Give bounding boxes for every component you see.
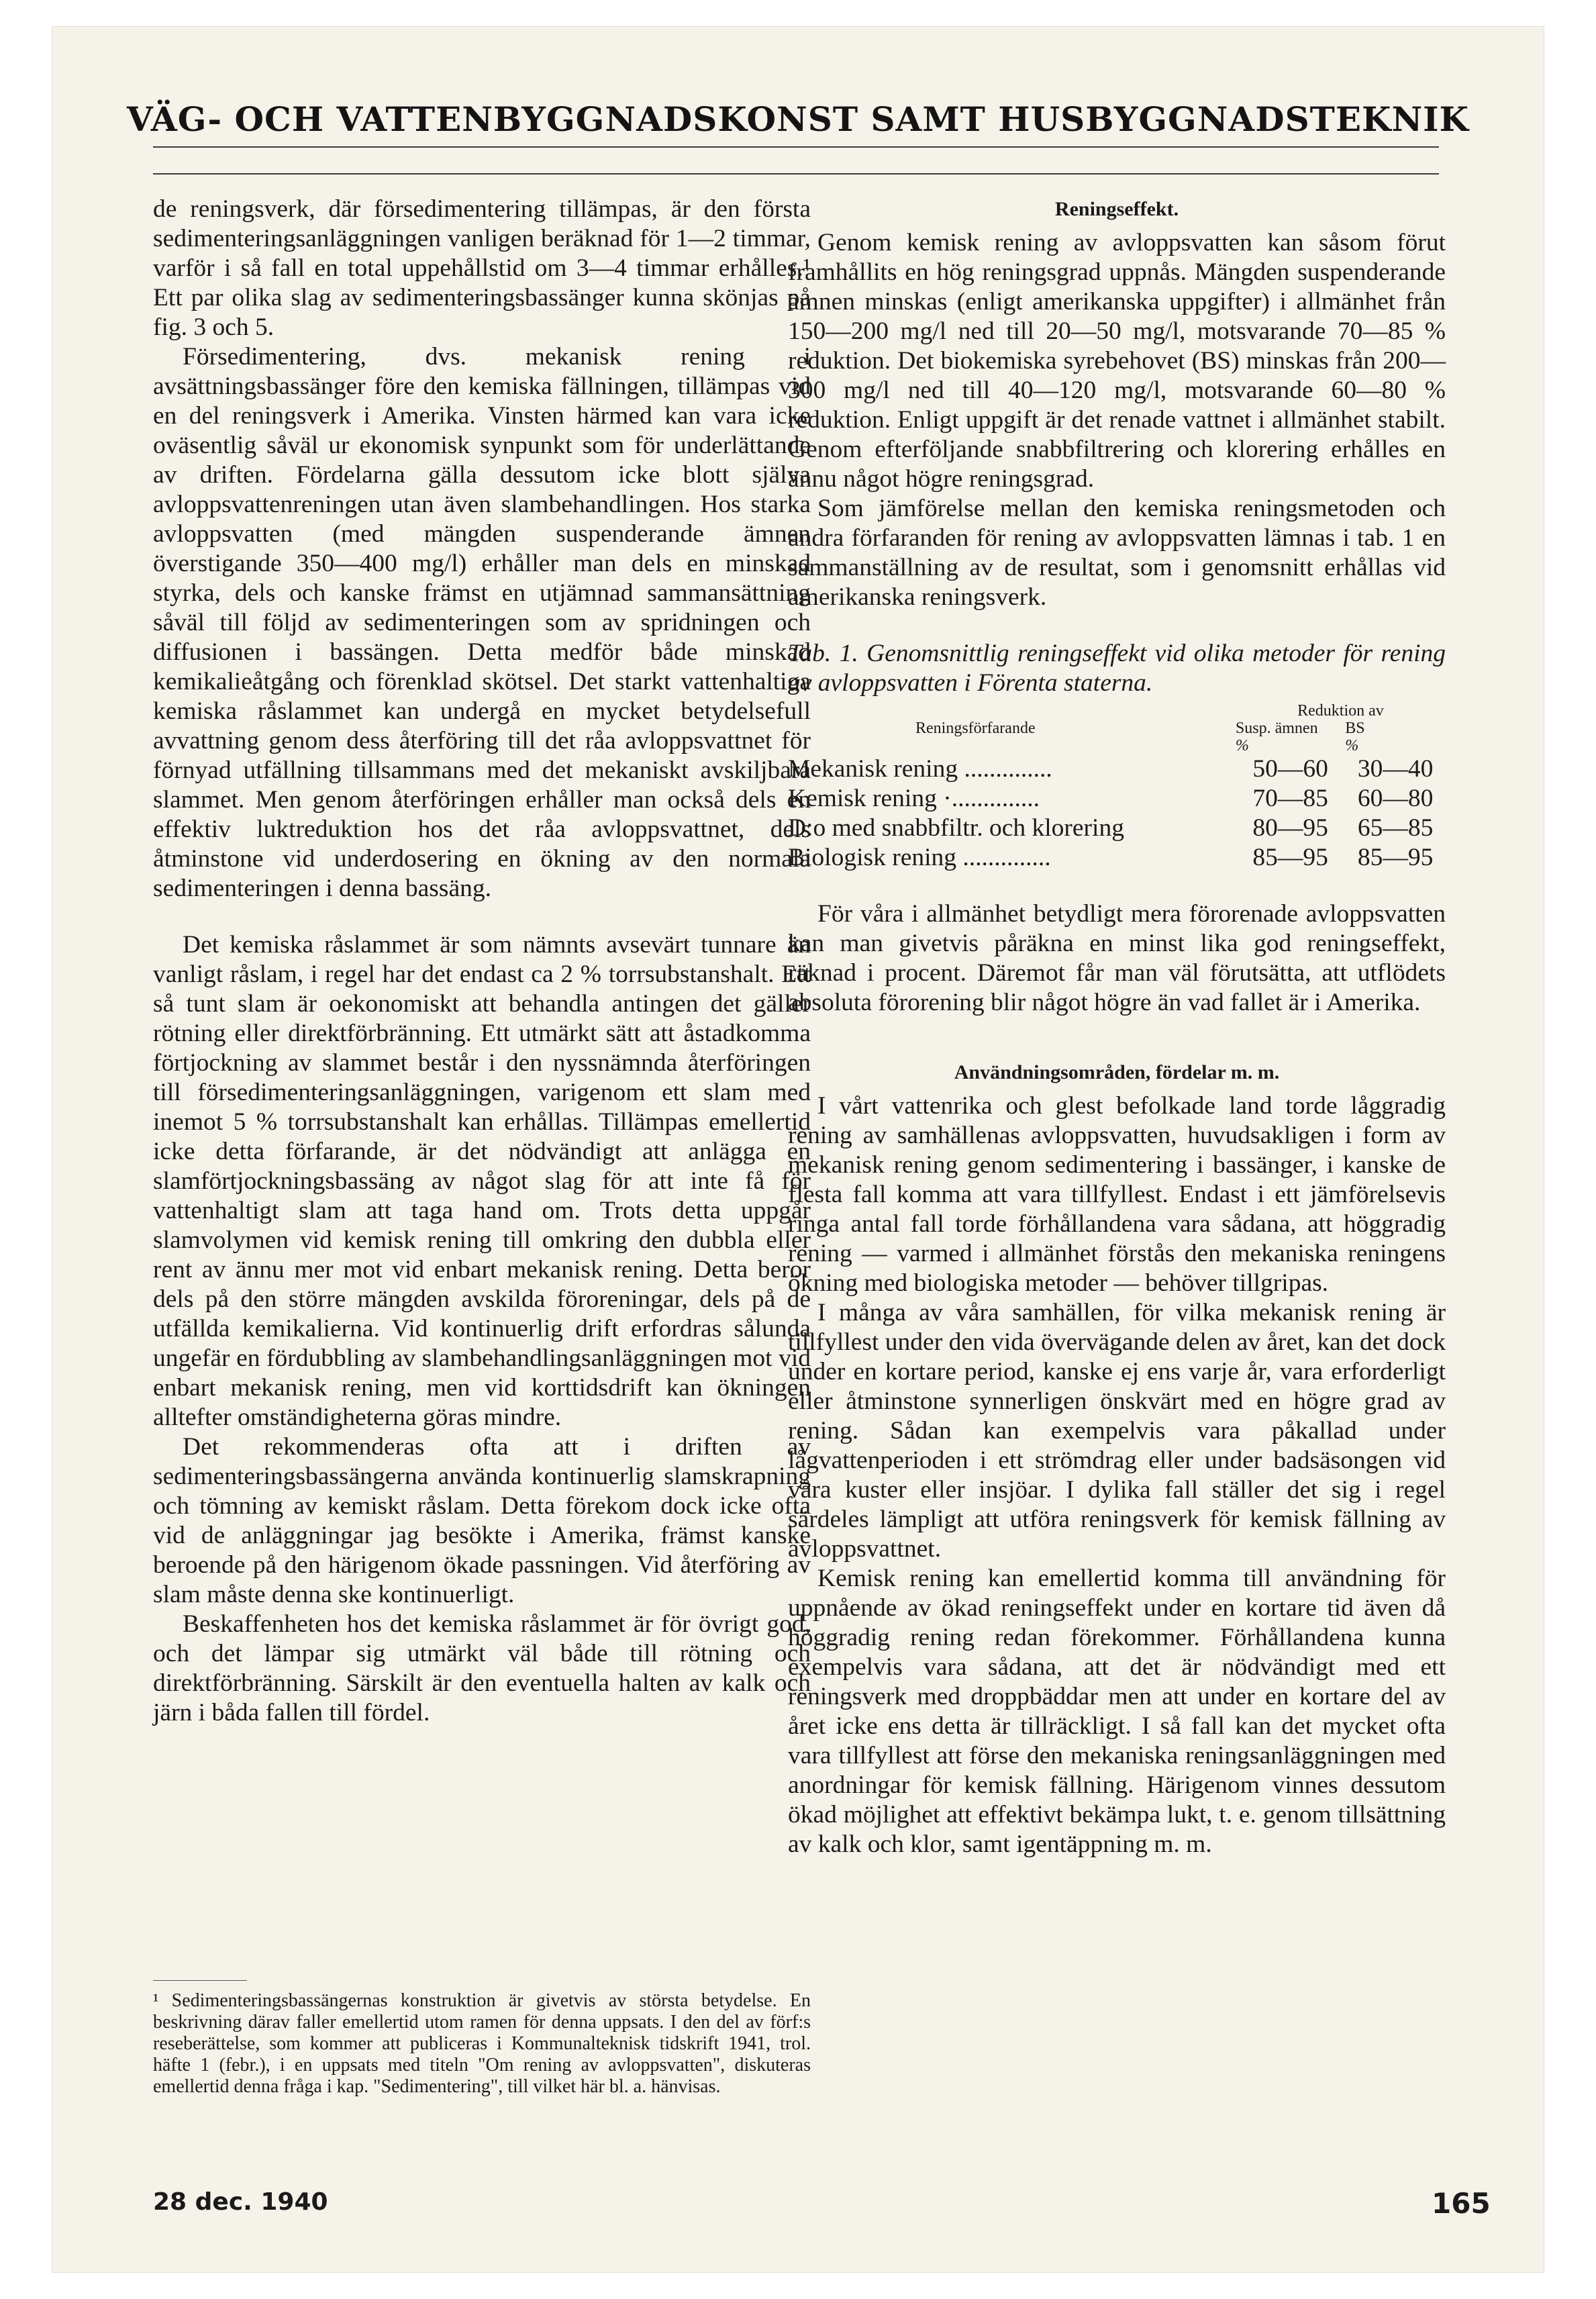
table-cell-bs: 85—95	[1357, 844, 1434, 871]
paragraph-right-3: För våra i allmänhet betydligt mera förorenade avloppsvatten kan man givetvis påräkna en minst lika god reningseffekt, räknad i procent. Däremot får man väl förutsätta, att utflödets absoluta förorening blir något högre än vad fallet är i Amerika.	[788, 900, 1446, 1016]
table-group-header: Reduktion av	[1297, 702, 1384, 720]
table-header-method: Reningsförfarande	[915, 720, 1036, 737]
section-heading-anvandningsomraden: Användningsområden, fördelar m. m.	[954, 1061, 1280, 1083]
paragraph-right-4: I vårt vattenrika och glest befolkade land torde låggradig rening av samhällenas avloppsvatten, huvudsakligen i form av mekanisk rening genom sedimentering i bassänger, i kanske de flesta fall komma att vara tillfyllest. Endast i ett jämförelsevis ringa antal fall torde förhållandena vara sådana, att höggradig rening — varmed i allmänhet förstås den mekaniska reningens ökning med biologiska metoder — behöver tillgripas.	[788, 1092, 1446, 1297]
table-cell-bs: 30—40	[1357, 755, 1434, 783]
footnote-1: ¹ Sedimenteringsbassängernas konstruktion är givetvis av största betydelse. En beskrivning därav faller emellertid utom ramen för denna uppsats. I den del av förf:s reseberättelse, som kommer att publiceras i Kommunalteknisk tidskrift 1941, trol. häfte 1 (febr.), i en uppsats med titeln "Om rening av avloppsvatten", diskuteras emellertid denna fråga i kap. "Sedimentering", till vilket här bl. a. hänvisas.	[153, 1990, 811, 2097]
document-page	[52, 27, 1544, 2272]
table-cell-bs: 60—80	[1357, 785, 1434, 812]
table-cell-method: Mekanisk rening ..............	[788, 755, 1052, 783]
issue-date: 28 dec. 1940	[153, 2188, 328, 2216]
table-row	[788, 784, 1446, 814]
table-cell-susp: 50—60	[1252, 755, 1328, 783]
table-caption: Tab. 1. Genomsnittlig reningseffekt vid olika metoder för rening av avloppsvatten i Förenta staterna.	[788, 640, 1446, 697]
table-row	[788, 843, 1446, 873]
running-header: VÄG- OCH VATTENBYGGNADSKONST SAMT HUSBYGGNADSTEKNIK	[126, 99, 1470, 139]
right-column	[788, 195, 1446, 1859]
table-cell-method: Kemisk rening ·..............	[788, 785, 1040, 812]
table-cell-bs: 65—85	[1357, 814, 1434, 842]
paragraph-right-5: I många av våra samhällen, för vilka mekanisk rening är tillfyllest under den vida övervägande delen av året, kan det dock under en kortare period, kanske ej ens varje år, vara erforderligt eller åtminstone synnerligen önskvärt med en högre grad av rening. Sådan kan exempelvis vara påkallad under lågvattenperioden i ett strömdrag eller under badsäsongen vid våra kuster eller insjöar. I dylika fall ställer det sig i regel särdeles lämpligt att utföra reningsverk för kemisk fällning av avloppsvattnet.	[788, 1299, 1446, 1563]
page-number: 165	[1432, 2187, 1491, 2220]
paragraph-left-3: Det kemiska råslammet är som nämnts avsevärt tunnare än vanligt råslam, i regel har det endast ca 2 % torrsubstanshalt. Ett så tunt slam är oekonomiskt att behandla antingen det gäller rötning eller direktförbränning. Ett utmärkt sätt att åstadkomma förtjockning av slammet består i den nyssnämnda återföringen till försedimenteringsanläggningen, varigenom ett slam med inemot 5 % torrsubstanshalt kan erhållas. Tillämpas emellertid icke detta förfarande, är det nödvändigt att anlägga en slamförtjockningsbassäng av något slag för att inte få för vattenhaltigt slam att taga hand om. Trots detta uppgår slamvolymen vid kemisk rening till omkring den dubbla eller rent av ännu mer mot vid enbart mekanisk rening. Detta beror dels på den större mängden avskilda föroreningar, dels på de utfällda kemikalierna. Vid kontinuerlig drift erfordras sålunda ungefär en fördubbling av slambehandlingsanläggningen mot vid enbart mekanisk rening, men vid korttidsdrift kan ökningen alltefter omständigheterna göras mindre.	[153, 931, 811, 1431]
left-column	[153, 195, 811, 1728]
footnote-rule	[153, 1980, 247, 1981]
header-rule-bottom	[153, 173, 1439, 175]
paragraph-right-6: Kemisk rening kan emellertid komma till användning för uppnående av ökad reningseffekt under en kortare tid även då höggradig rening redan förekommer. Förhållandena kunna exempelvis vara sådana, att det är nödvändigt med ett reningsverk med droppbäddar men att under en kortare del av året icke ens detta är tillräckligt. I så fall kan det mycket ofta vara tillfyllest att förse den mekaniska reningsanläggningen med anordningar för kemisk fällning. Härigenom vinnes dessutom ökad möjlighet att effektivt bekämpa lukt, t. e. genom tillsättning av kalk och klor, samt igentäppning m. m.	[788, 1565, 1446, 1858]
paragraph-left-1: de reningsverk, där försedimentering tillämpas, är den första sedimenteringsanläggningen vanligen beräknad för 1—2 timmar, varför i så fall en total uppehållstid om 3—4 timmar erhålles.¹ Ett par olika slag av sedimenteringsbassänger kunna skönjas på fig. 3 och 5.	[153, 195, 811, 341]
paragraph-right-2: Som jämförelse mellan den kemiska reningsmetoden och andra förfaranden för rening av avloppsvatten lämnas i tab. 1 en sammanställning av de resultat, som i genomsnitt erhållas vid amerikanska reningsverk.	[788, 495, 1446, 611]
footnote-block	[153, 1980, 811, 2098]
table-unit-susp: %	[1235, 737, 1249, 754]
table-unit-bs: %	[1345, 737, 1359, 754]
results-table	[788, 702, 1446, 873]
table-cell-susp: 70—85	[1252, 785, 1328, 812]
header-rule-top	[153, 146, 1439, 148]
table-cell-method: Biologisk rening ..............	[788, 844, 1051, 871]
paragraph-right-1: Genom kemisk rening av avloppsvatten kan såsom förut framhållits en hög reningsgrad uppnås. Mängden suspenderande ämnen minskas (enligt amerikanska uppgifter) i allmänhet från 150—200 mg/l ned till 20—50 mg/l, motsvarande 70—85 % reduktion. Det biokemiska syrebehovet (BS) minskas från 200—300 mg/l ned till 40—120 mg/l, motsvarande 60—80 % reduktion. Enligt uppgift är det renade vattnet i allmänhet stabilt. Genom efterföljande snabbfiltrering och klorering erhålles en ännu något högre reningsgrad.	[788, 229, 1446, 493]
table-header-bs: BS	[1345, 720, 1365, 737]
table-cell-susp: 80—95	[1252, 814, 1328, 842]
paragraph-left-2: Försedimentering, dvs. mekanisk rening i avsättningsbassänger före den kemiska fällningen, tillämpas vid en del reningsverk i Amerika. Vinsten härmed kan vara icke oväsentlig såväl ur ekonomisk synpunkt som för underlättande av driften. Fördelarna gälla dessutom icke blott själva avloppsvattenreningen utan även slambehandlingen. Hos starka avloppsvatten (med mängden suspenderande ämnen överstigande 350—400 mg/l) erhåller man dels en minskad styrka, dels och kanske främst en utjämnad sammansättning såväl till följd av sedimenteringen som av spridningen och diffusionen i bassängen. Detta medför både minskad kemikalieåtgång och förenklad skötsel. Det starkt vattenhaltiga kemiska råslammet kan undergå en mycket betydelsefull avvattning genom dess återföring till det råa avloppsvattnet för förnyad utfällning tillsammans med det mekaniskt avskiljbara slammet. Men genom återföringen erhåller man också dels en effektiv luktreduktion hos det råa avloppsvattnet, dels åtminstone vid underdosering en ökning av den normala sedimenteringen i denna bassäng.	[153, 343, 811, 902]
table-header-susp: Susp. ämnen	[1235, 720, 1318, 737]
table-cell-susp: 85—95	[1252, 844, 1328, 871]
table-row	[788, 814, 1446, 843]
section-heading-reningseffekt: Reningseffekt.	[1054, 198, 1179, 220]
paragraph-left-5: Beskaffenheten hos det kemiska råslammet är för övrigt god, och det lämpar sig utmärkt väl både till rötning och direktförbränning. Särskilt är den eventuella halten av kalk och järn i båda fallen till fördel.	[153, 1610, 811, 1726]
table-cell-method: D:o med snabbfiltr. och klorering	[788, 814, 1124, 842]
table-row	[788, 754, 1446, 784]
paragraph-left-4: Det rekommenderas ofta att i driften av sedimenteringsbassängerna använda kontinuerlig slamskrapning och tömning av kemiskt råslam. Detta förekom dock icke ofta vid de anläggningar jag besökte i Amerika, främst kanske beroende på den härigenom ökade passningen. Vid återföring av slam måste denna ske kontinuerligt.	[153, 1433, 811, 1608]
